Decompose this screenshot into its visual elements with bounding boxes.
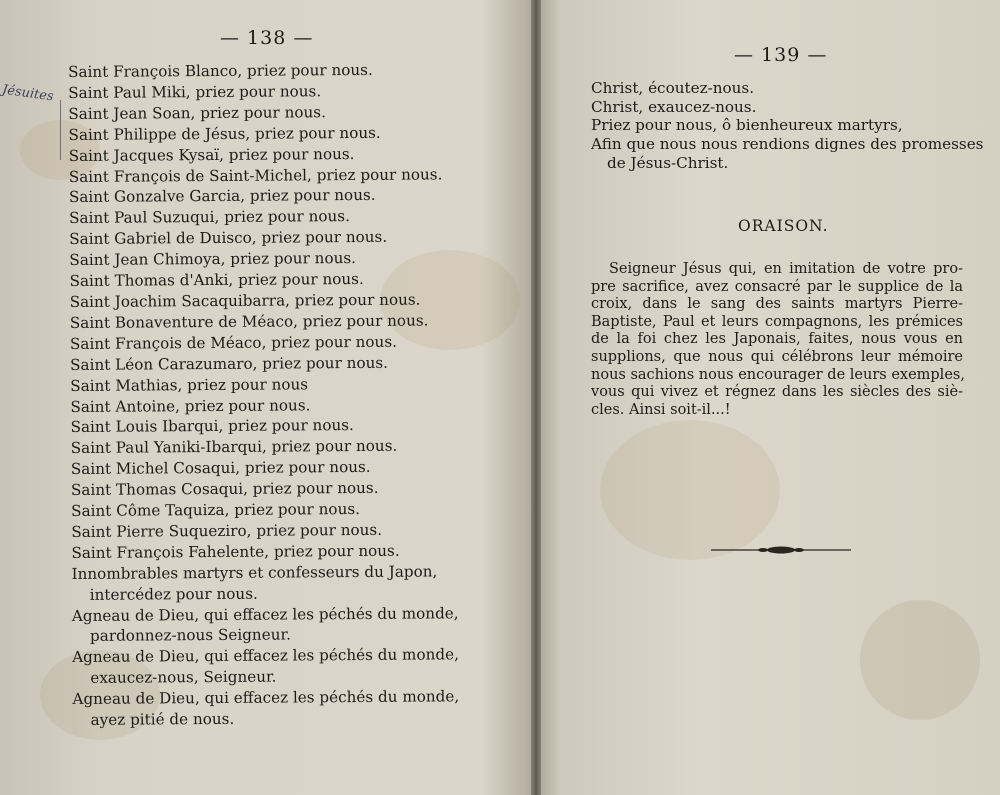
pencil-bracket [60, 100, 64, 160]
litany-line: Agneau de Dieu, qui effacez les péchés du monde, [72, 645, 459, 667]
paragraph-line: croix, dans le sang des saints martyrs Pierre- [591, 296, 963, 313]
litany-line: Saint Léon Carazumaro, priez pour nous. [70, 353, 389, 374]
litany-line: Saint Thomas d'Anki, priez pour nous. [69, 270, 364, 291]
litany-line: Saint Pierre Suqueziro, priez pour nous. [71, 520, 383, 541]
section-heading: ORAISON. [738, 217, 829, 235]
paragraph-line: vous qui vivez et régnez dans les siècles des siè- [591, 384, 963, 401]
paragraph-line: Baptiste, Paul et leurs compagnons, les prémices [591, 313, 963, 330]
paragraph-line: de la foi chez les Japonais, faites, nous vous en [591, 331, 963, 348]
litany-line: Saint Jean Soan, priez pour nous. [68, 103, 326, 123]
page-number: — 139 — [734, 44, 828, 66]
litany-line: Saint Bonaventure de Méaco, priez pour nous. [69, 311, 429, 332]
litany-line: Saint Paul Yaniki-Ibarqui, priez pour nous. [70, 437, 398, 458]
litany-line: Agneau de Dieu, qui effacez les péchés du monde, [72, 687, 460, 709]
litany-line: Innombrables martyrs et confesseurs du Japon, [71, 562, 438, 583]
handwritten-note: Jésuites [1, 82, 55, 105]
litany-line: Saint Michel Cosaqui, priez pour nous. [70, 458, 371, 479]
litany-line: Saint Thomas Cosaqui, priez pour nous. [70, 478, 379, 500]
litany-line: intercédez pour nous. [89, 584, 258, 604]
litany-line: Saint Côme Taquiza, priez pour nous. [71, 500, 361, 521]
litany-line: exaucez-nous, Seigneur. [90, 667, 277, 688]
litany-line: Saint Antoine, priez pour nous. [70, 395, 311, 416]
litany-line: Saint Gonzalve Garcia, priez pour nous. [68, 186, 376, 207]
litany-line: Saint Mathias, priez pour nous [70, 374, 309, 395]
litany-line: Saint François Blanco, priez pour nous. [68, 60, 373, 81]
litany-line: Saint Jacques Kysaï, priez pour nous. [68, 144, 355, 165]
litany-line: Saint Gabriel de Duisco, priez pour nous. [69, 228, 388, 249]
litany-ending [591, 79, 984, 173]
ornament-divider [711, 543, 851, 557]
litany-line: Saint François Fahelente, priez pour nous. [71, 541, 400, 562]
litany-line: Priez pour nous, ô bienheureux martyrs, [591, 116, 903, 135]
prayer-paragraph [591, 261, 963, 419]
book-gutter [531, 0, 541, 795]
paragraph-line: supplions, que nous qui célébrons leur mémoire [591, 348, 963, 365]
litany-line: Agneau de Dieu, qui effacez les péchés du monde, [71, 603, 459, 625]
paragraph-line: Seigneur Jésus qui, en imitation de votre pro- [609, 261, 963, 277]
litany-line: Saint François de Méaco, priez pour nous. [69, 332, 397, 353]
litany-line: Saint Louis Ibarqui, priez pour nous. [70, 416, 354, 437]
litany-line: Afin que nous nous rendions dignes des promesses [591, 135, 984, 154]
litany-line: Christ, exaucez-nous. [591, 97, 757, 116]
litany-line: Saint Philippe de Jésus, priez pour nous. [68, 123, 381, 144]
page-number: — 138 — [220, 27, 314, 49]
right-page [541, 0, 1000, 795]
litany-line: Saint Paul Miki, priez pour nous. [68, 82, 322, 102]
litany-text [68, 59, 493, 731]
litany-line: ayez pitié de nous. [90, 709, 235, 729]
litany-line: Saint Paul Suzuqui, priez pour nous. [69, 207, 350, 228]
paragraph-line: pre sacrifice, avez consacré par le supplice de la [591, 278, 963, 295]
paragraph-line: nous sachions nous encourager de leurs exemples, [591, 366, 965, 383]
litany-line: pardonnez-nous Seigneur. [89, 625, 291, 646]
litany-line: de Jésus-Christ. [607, 153, 729, 172]
litany-line: Saint François de Saint-Michel, priez pour nous. [68, 164, 443, 186]
paragraph-line: cles. Ainsi soit-il...! [591, 401, 731, 418]
litany-line: Christ, écoutez-nous. [591, 79, 755, 97]
litany-line: Saint Jean Chimoya, priez pour nous. [69, 249, 357, 270]
litany-line: Saint Joachim Sacaquibarra, priez pour nous. [69, 290, 421, 311]
